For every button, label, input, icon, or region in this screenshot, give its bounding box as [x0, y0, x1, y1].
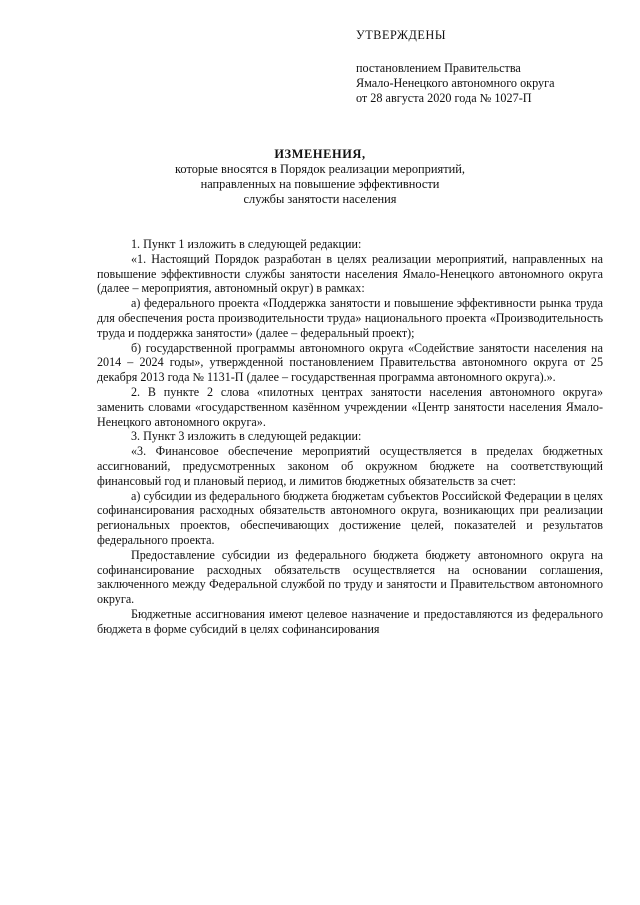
approval-block	[356, 28, 616, 106]
paragraph: 1. Пункт 1 изложить в следующей редакции:	[131, 237, 362, 251]
approval-line: от 28 августа 2020 года № 1027-П	[356, 91, 532, 105]
paragraph: Бюджетные ассигнования имеют целевое назначение и предоставляются из федерального бюджета в форме субсидий в целях софинансирования	[97, 606, 603, 636]
title-subtitle: направленных на повышение эффективности	[200, 177, 440, 191]
paragraph: б) государственной программы автономного округа «Содействие занятости населения на 2014 – 2024 годы», утвержденной постановлением Правительства автономного округа от 25 декабря 2013 года № 1131-П (далее – государственная программа автономного округа).».	[97, 340, 603, 385]
paragraph: Предоставление субсидии из федерального бюджета бюджету автономного округа на софинансирование расходных обязательств осуществляется на основании соглашения, заключенного между Федеральной службой по труду и занятости и Правительством автономного округа.	[97, 547, 603, 607]
title-subtitle: службы занятости населения	[243, 192, 397, 206]
approval-heading: УТВЕРЖДЕНЫ	[356, 28, 447, 42]
approval-line: постановлением Правительства	[356, 61, 521, 75]
document-title	[0, 147, 640, 207]
title-main: ИЗМЕНЕНИЯ,	[274, 147, 366, 161]
paragraph: а) субсидии из федерального бюджета бюджетам субъектов Российской Федерации в целях софинансирования расходных обязательств автономного округа, возникающих при реализации региональных проектов, обеспечивающих достижение целей, показателей и результатов федерального проекта.	[97, 488, 603, 547]
approval-line: Ямало-Ненецкого автономного округа	[356, 76, 555, 90]
title-subtitle: которые вносятся в Порядок реализации мероприятий,	[175, 162, 465, 176]
document-body	[97, 237, 603, 637]
paragraph: 3. Пункт 3 изложить в следующей редакции:	[131, 429, 362, 444]
paragraph: а) федерального проекта «Поддержка занятости и повышение эффективности рынка труда для обеспечения роста производительности труда» национального проекта «Производительность труда и поддержка занятости» (далее – федеральный проект);	[97, 296, 603, 340]
paragraph: «1. Настоящий Порядок разработан в целях реализации мероприятий, направленных на повышение эффективности службы занятости населения Ямало-Ненецкого автономного округа (далее – мероприятия, автономный округ) в рамках:	[97, 251, 603, 296]
paragraph: 2. В пункте 2 слова «пилотных центрах занятости населения автономного округа» заменить словами «государственном казённом учреждении «Центр занятости населения Ямало-Ненецкого автономного округа».	[97, 384, 603, 429]
paragraph: «3. Финансовое обеспечение мероприятий осуществляется в пределах бюджетных ассигнований, предусмотренных законом об окружном бюджете на соответствующий финансовый год и плановый период, и лимитов бюджетных обязательств за счет:	[97, 444, 603, 488]
